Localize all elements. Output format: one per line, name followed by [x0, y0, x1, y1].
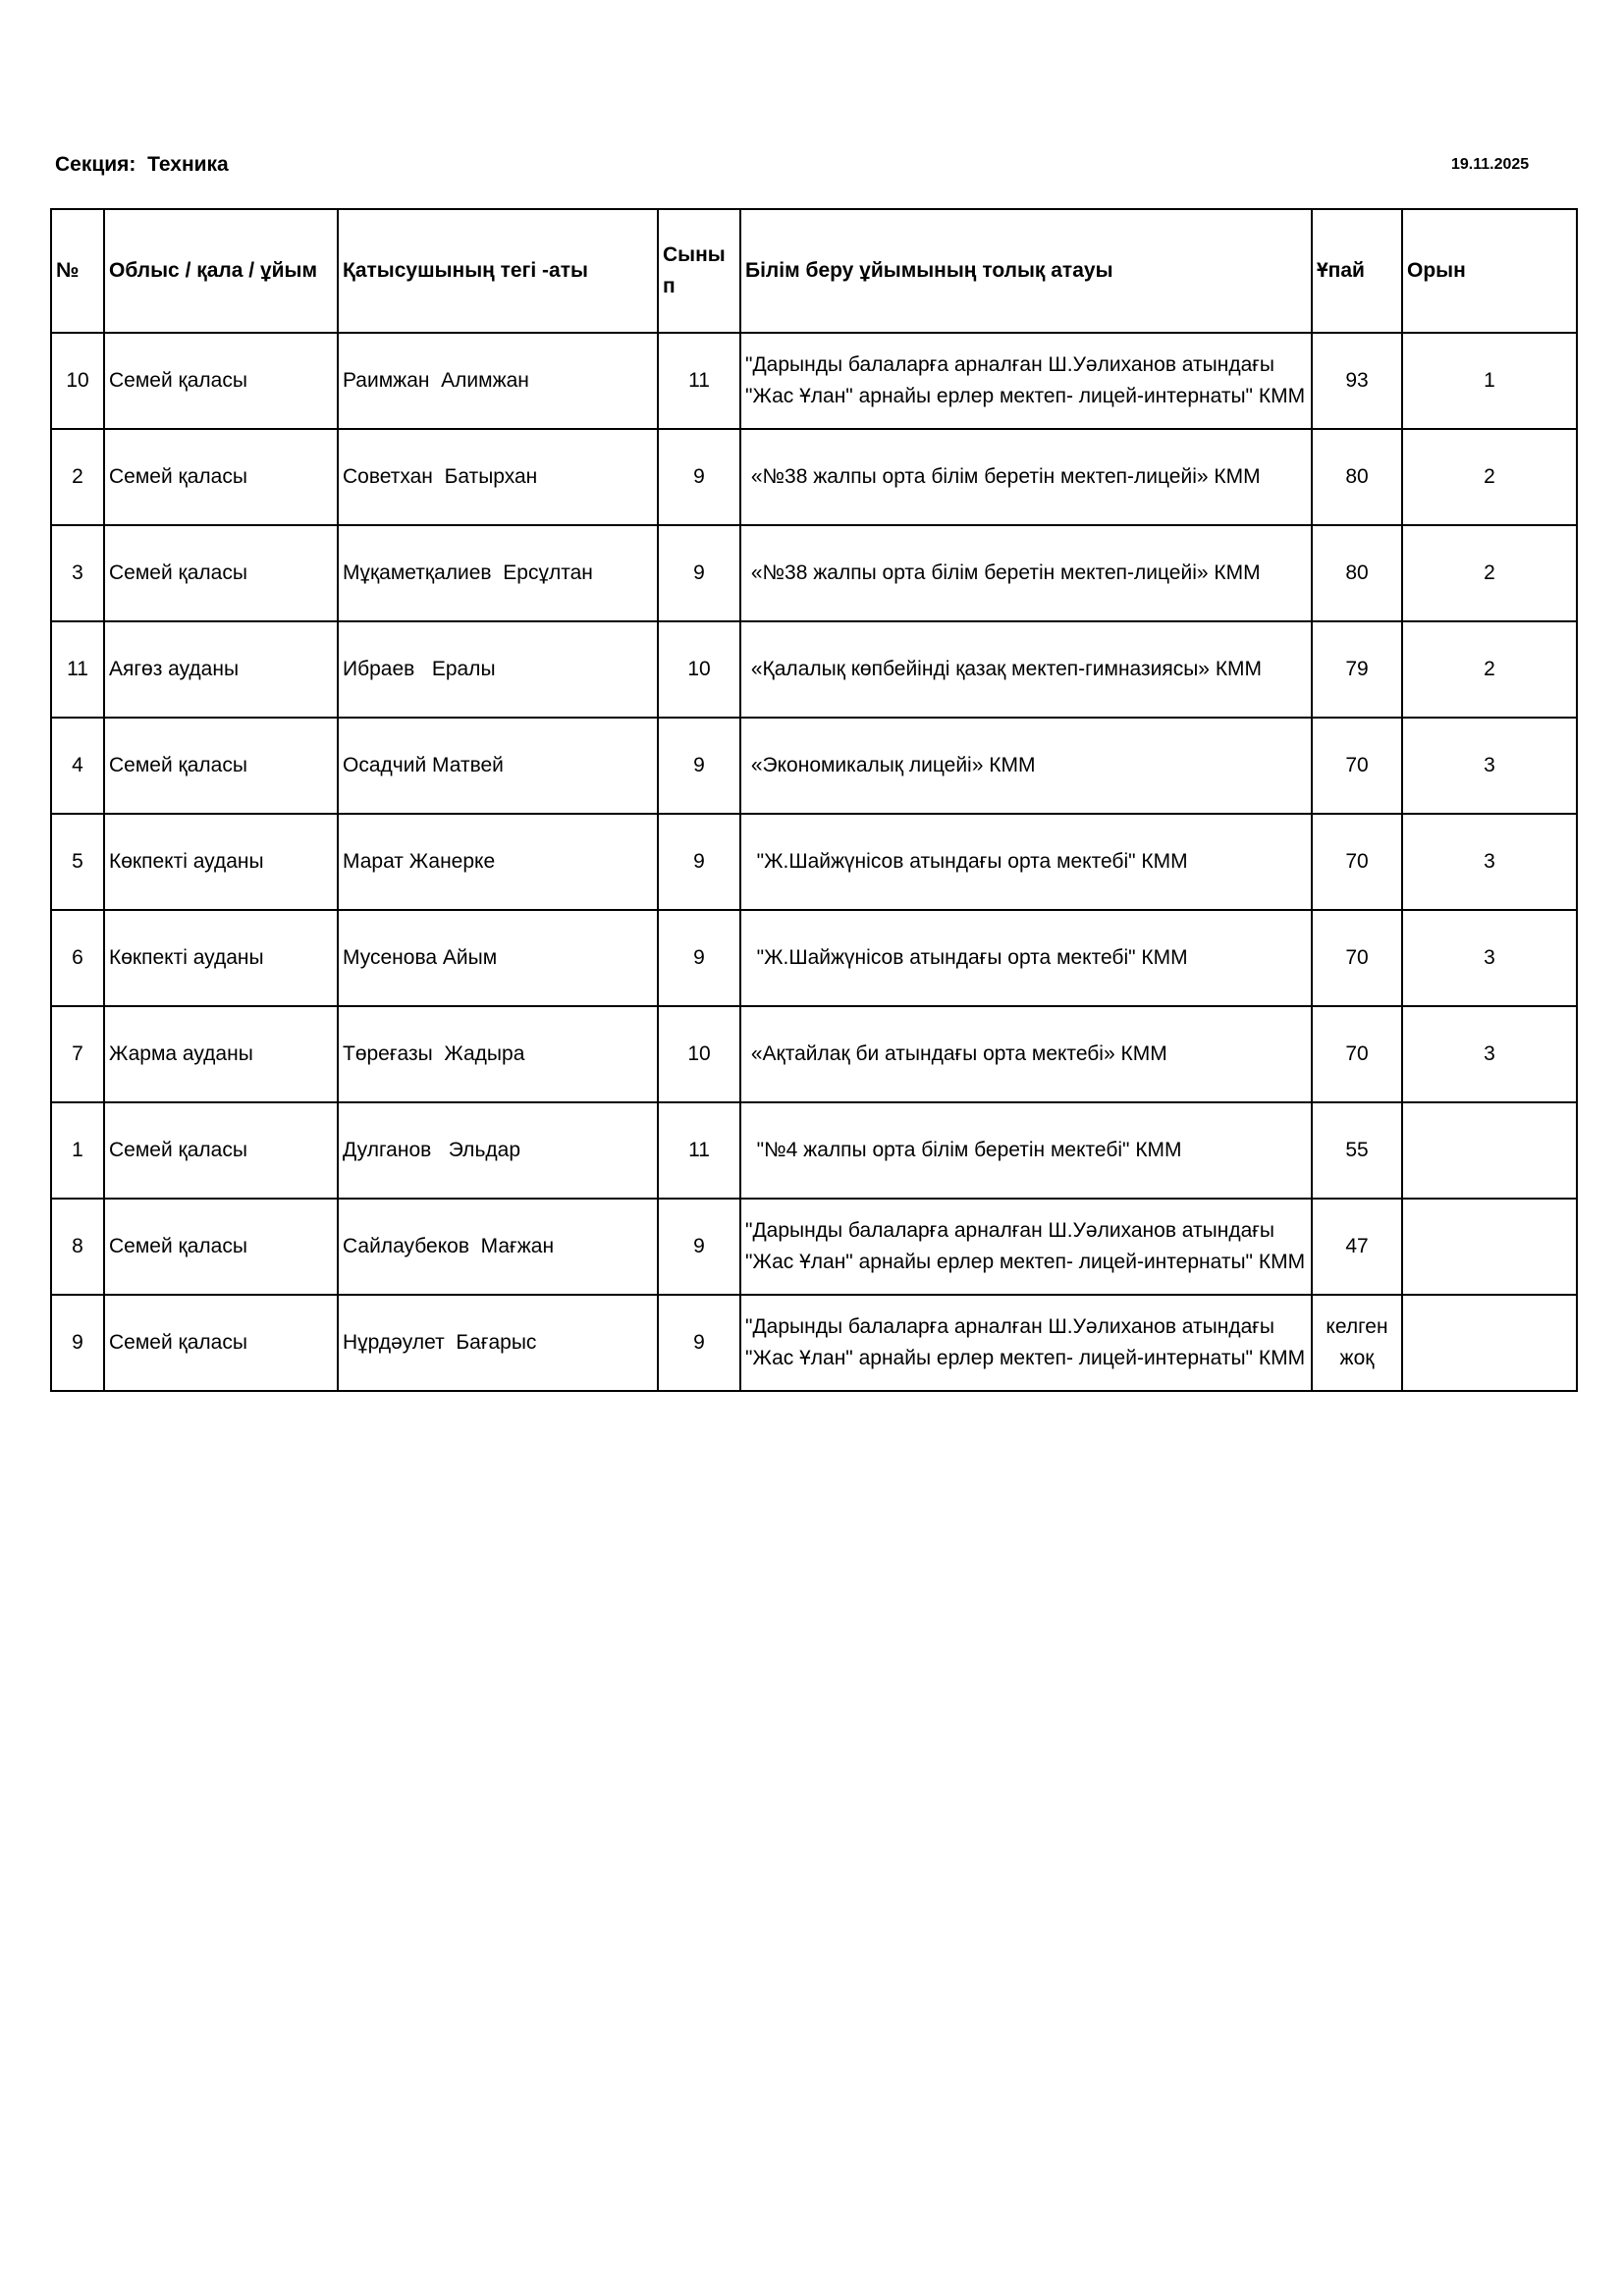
cell-participant-name: Осадчий Матвей	[338, 718, 658, 814]
cell-school: "Дарынды балаларға арналған Ш.Уәлиханов атындағы "Жас Ұлан" арнайы ерлер мектеп- лицей-интернаты" КММ	[740, 1295, 1312, 1391]
cell-place: 3	[1402, 718, 1577, 814]
cell-region: Семей қаласы	[104, 429, 338, 525]
cell-number: 10	[51, 333, 104, 429]
cell-school: «Ақтайлақ би атындағы орта мектебі» КММ	[740, 1006, 1312, 1102]
column-header-school: Білім беру ұйымының толық атауы	[740, 209, 1312, 333]
cell-region: Семей қаласы	[104, 1199, 338, 1295]
cell-participant-name: Нұрдәулет Бағарыс	[338, 1295, 658, 1391]
cell-score: 70	[1312, 910, 1402, 1006]
cell-grade: 11	[658, 1102, 740, 1199]
cell-grade: 11	[658, 333, 740, 429]
column-header-number: №	[51, 209, 104, 333]
table-row	[51, 1006, 1577, 1102]
cell-number: 3	[51, 525, 104, 621]
table-row	[51, 1199, 1577, 1295]
cell-score: келген жоқ	[1312, 1295, 1402, 1391]
table-row	[51, 621, 1577, 718]
cell-number: 4	[51, 718, 104, 814]
cell-number: 7	[51, 1006, 104, 1102]
cell-participant-name: Дулганов Эльдар	[338, 1102, 658, 1199]
cell-school: «Қалалық көпбейінді қазақ мектеп-гимназиясы» КММ	[740, 621, 1312, 718]
cell-number: 11	[51, 621, 104, 718]
column-header-grade: Сыны п	[658, 209, 740, 333]
cell-grade: 9	[658, 1295, 740, 1391]
cell-number: 9	[51, 1295, 104, 1391]
cell-place: 1	[1402, 333, 1577, 429]
table-row	[51, 1102, 1577, 1199]
cell-participant-name: Советхан Батырхан	[338, 429, 658, 525]
cell-score: 79	[1312, 621, 1402, 718]
cell-region: Көкпекті ауданы	[104, 910, 338, 1006]
column-header-participant-name: Қатысушының тегі -аты	[338, 209, 658, 333]
table-row	[51, 1295, 1577, 1391]
cell-participant-name: Марат Жанерке	[338, 814, 658, 910]
cell-participant-name: Сайлаубеков Мағжан	[338, 1199, 658, 1295]
cell-score: 47	[1312, 1199, 1402, 1295]
table-row	[51, 814, 1577, 910]
section-title: Секция: Техника	[55, 153, 229, 176]
cell-school: «№38 жалпы орта білім беретін мектеп-лицейі» КММ	[740, 429, 1312, 525]
cell-region: Семей қаласы	[104, 525, 338, 621]
cell-grade: 10	[658, 621, 740, 718]
cell-participant-name: Ибраев Ералы	[338, 621, 658, 718]
cell-participant-name: Мусенова Айым	[338, 910, 658, 1006]
cell-place: 2	[1402, 525, 1577, 621]
table-row	[51, 429, 1577, 525]
cell-school: «Экономикалық лицейі» КММ	[740, 718, 1312, 814]
cell-school: "Ж.Шайжүнісов атындағы орта мектебі" КММ	[740, 910, 1312, 1006]
cell-score: 70	[1312, 814, 1402, 910]
column-header-place: Орын	[1402, 209, 1577, 333]
cell-score: 70	[1312, 718, 1402, 814]
cell-grade: 9	[658, 1199, 740, 1295]
cell-number: 8	[51, 1199, 104, 1295]
cell-place	[1402, 1295, 1577, 1391]
cell-place: 3	[1402, 1006, 1577, 1102]
cell-place: 2	[1402, 429, 1577, 525]
cell-region: Семей қаласы	[104, 1102, 338, 1199]
cell-place: 3	[1402, 814, 1577, 910]
cell-grade: 9	[658, 910, 740, 1006]
table-row	[51, 718, 1577, 814]
cell-grade: 9	[658, 525, 740, 621]
cell-place	[1402, 1102, 1577, 1199]
cell-grade: 10	[658, 1006, 740, 1102]
cell-region: Аягөз ауданы	[104, 621, 338, 718]
cell-score: 93	[1312, 333, 1402, 429]
cell-school: "Дарынды балаларға арналған Ш.Уәлиханов атындағы "Жас Ұлан" арнайы ерлер мектеп- лицей-интернаты" КММ	[740, 333, 1312, 429]
column-header-score: Ұпай	[1312, 209, 1402, 333]
cell-school: "Дарынды балаларға арналған Ш.Уәлиханов атындағы "Жас Ұлан" арнайы ерлер мектеп- лицей-интернаты" КММ	[740, 1199, 1312, 1295]
cell-participant-name: Раимжан Алимжан	[338, 333, 658, 429]
cell-score: 55	[1312, 1102, 1402, 1199]
cell-region: Жарма ауданы	[104, 1006, 338, 1102]
cell-region: Семей қаласы	[104, 1295, 338, 1391]
cell-number: 1	[51, 1102, 104, 1199]
table-row	[51, 525, 1577, 621]
table-row	[51, 333, 1577, 429]
cell-place: 3	[1402, 910, 1577, 1006]
column-header-region: Облыс / қала / ұйым	[104, 209, 338, 333]
cell-place: 2	[1402, 621, 1577, 718]
cell-number: 6	[51, 910, 104, 1006]
cell-number: 5	[51, 814, 104, 910]
table-header-row	[51, 209, 1577, 333]
table-row	[51, 910, 1577, 1006]
cell-place	[1402, 1199, 1577, 1295]
cell-grade: 9	[658, 814, 740, 910]
cell-score: 80	[1312, 429, 1402, 525]
cell-region: Семей қаласы	[104, 718, 338, 814]
cell-participant-name: Төреғазы Жадыра	[338, 1006, 658, 1102]
results-table	[50, 208, 1578, 1392]
cell-participant-name: Мұқаметқалиев Ерсұлтан	[338, 525, 658, 621]
cell-school: «№38 жалпы орта білім беретін мектеп-лицейі» КММ	[740, 525, 1312, 621]
cell-region: Көкпекті ауданы	[104, 814, 338, 910]
cell-number: 2	[51, 429, 104, 525]
cell-school: "№4 жалпы орта білім беретін мектебі" КММ	[740, 1102, 1312, 1199]
cell-grade: 9	[658, 718, 740, 814]
cell-score: 80	[1312, 525, 1402, 621]
cell-score: 70	[1312, 1006, 1402, 1102]
cell-grade: 9	[658, 429, 740, 525]
cell-school: "Ж.Шайжүнісов атындағы орта мектебі" КММ	[740, 814, 1312, 910]
document-date: 19.11.2025	[1451, 156, 1530, 173]
cell-region: Семей қаласы	[104, 333, 338, 429]
table-body	[51, 333, 1577, 1391]
